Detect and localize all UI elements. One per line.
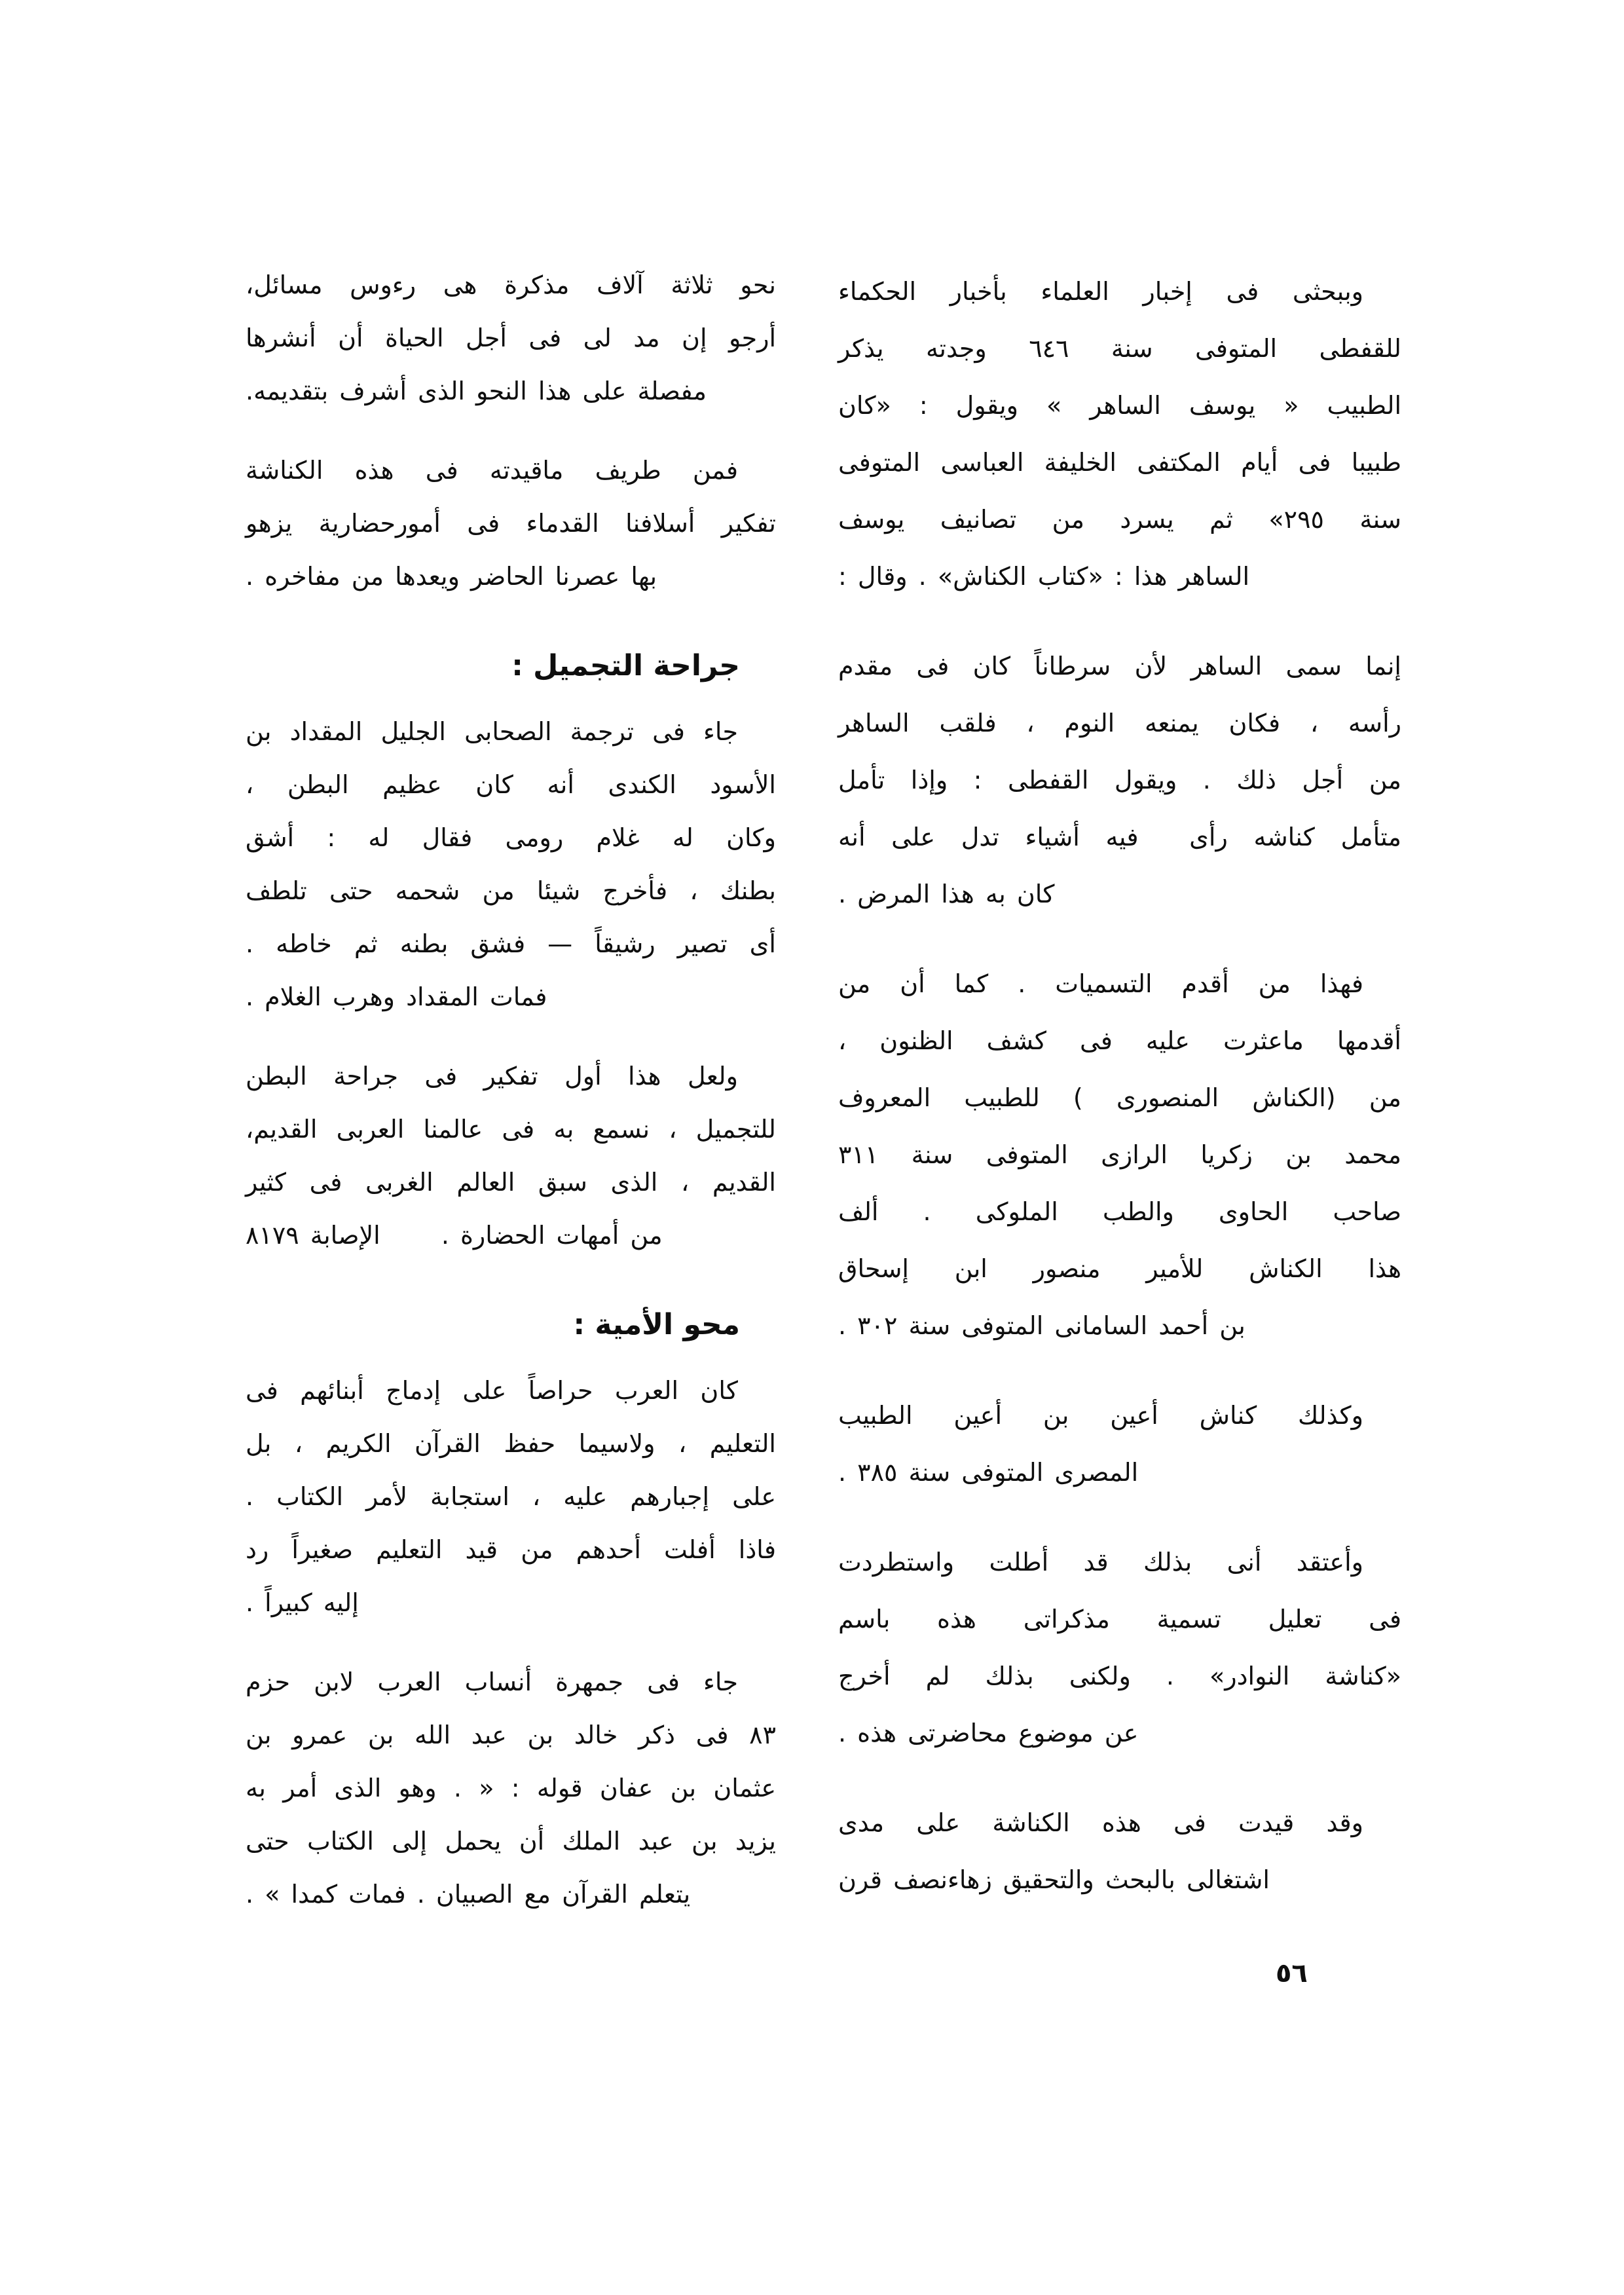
text-line: أى تصير رشيقاً — فشق بطنه ثم خاطه . — [246, 929, 776, 958]
text-line: اشتغالى بالبحث والتحقيق زهاءنصف قرن — [838, 1865, 1270, 1894]
text-line: بن أحمد السامانى المتوفى سنة ٣٠٢ . — [838, 1311, 1246, 1340]
text-line: أقدمها ماعثرت عليه فى كشف الظنون ، — [838, 1026, 1401, 1055]
text-line: ٨٣ فى ذكر خالد بن عبد الله بن عمرو بن — [246, 1721, 776, 1749]
text-line: إنما سمى الساهر لأن سرطاناً كان فى مقدم — [838, 652, 1401, 681]
text-line: من أجل ذلك . ويقول القفطى : وإذا تأمل — [838, 766, 1401, 794]
text-line: كان به هذا المرض . — [838, 880, 1055, 908]
section-heading-cosmetic-surgery: جراحة التجميل : — [511, 649, 740, 682]
text-line: أرجو إن مد لى فى أجل الحياة أن أنشرها — [246, 324, 776, 352]
text-line: القديم ، الذى سبق العالم الغربى فى كثير — [246, 1168, 776, 1197]
text-line: كان العرب حراصاً على إدماج أبنائهم فى — [246, 1376, 738, 1405]
paragraph — [838, 638, 1401, 923]
text-line: الساهر هذا : «كتاب الكناش» . وقال : — [838, 562, 1250, 591]
text-line: من (الكناش المنصورى ) للطبيب المعروف — [838, 1083, 1401, 1112]
text-line: نحو ثلاثة آلاف مذكرة هى رءوس مسائل، — [246, 271, 776, 299]
text-line: محمد بن زكريا الرازى المتوفى سنة ٣١١ — [838, 1140, 1401, 1169]
text-line: للقفطى المتوفى سنة ٦٤٦ وجدته يذكر — [838, 334, 1401, 363]
text-line: وببحثى فى إخبار العلماء بأخبار الحكماء — [838, 277, 1363, 306]
text-line: ولعل هذا أول تفكير فى جراحة البطن — [246, 1062, 738, 1091]
text-line: جاء فى ترجمة الصحابى الجليل المقداد بن — [246, 717, 738, 746]
text-line: فاذا أفلت أحدهم من قيد التعليم صغيراً رد — [246, 1535, 776, 1564]
text-line: بها عصرنا الحاضر ويعدها من مفاخره . — [246, 562, 657, 591]
text-line: الطبيب « يوسف الساهر » ويقول : «كان — [838, 391, 1401, 420]
text-line: جاء فى جمهرة أنساب العرب لابن حزم — [246, 1668, 738, 1696]
text-line: الأسود الكندى أنه كان عظيم البطن ، — [246, 770, 776, 799]
text-line: من أمهات الحضارة . الإصابة ٨١٧٩ — [246, 1221, 663, 1250]
text-line: متأمل كناشه رأى فيه أشياء تدل على أنه — [838, 823, 1401, 851]
text-line: «كناشة النوادر» . ولكنى بذلك لم أخرج — [838, 1662, 1401, 1690]
text-line: رأسه ، فكان يمنعه النوم ، فلقب الساهر — [838, 709, 1401, 737]
paragraph — [246, 444, 776, 603]
text-line: وقد قيدت فى هذه الكناشة على مدى — [838, 1808, 1363, 1837]
text-line: وكذلك كناش أعين بن أعين الطبيب — [838, 1401, 1363, 1430]
text-line: طبيبا فى أيام المكتفى الخليفة العباسى المتوفى — [838, 448, 1401, 477]
paragraph — [246, 1364, 776, 1630]
text-line: وكان له غلام رومى فقال له : أشق — [246, 823, 776, 852]
text-line: فمن طريف ماقيدته فى هذه الكناشة — [246, 456, 738, 485]
text-line: فمات المقداد وهرب الغلام . — [246, 982, 547, 1011]
text-line: بطنك ، فأخرج شيئا من شحمه حتى تلطف — [246, 876, 776, 905]
paragraph — [246, 259, 776, 418]
text-line: يزيد بن عبد الملك أن يحمل إلى الكتاب حتى — [246, 1827, 776, 1856]
text-line: وأعتقد أنى بذلك قد أطلت واستطردت — [838, 1548, 1363, 1577]
section-heading-literacy: محو الأمية : — [573, 1308, 740, 1341]
text-line: سنة ٢٩٥» ثم يسرد من تصانيف يوسف — [838, 505, 1401, 534]
text-line: فى تعليل تسمية مذكراتى هذه باسم — [838, 1605, 1401, 1633]
text-line: إليه كبيراً . — [246, 1588, 359, 1617]
text-line: تفكير أسلافنا القدماء فى أمورحضارية يزهو — [246, 509, 776, 538]
text-line: على إجبارهم عليه ، استجابة لأمر الكتاب . — [246, 1482, 776, 1511]
paragraph — [838, 1387, 1401, 1501]
text-line: التعليم ، ولاسيما حفظ القرآن الكريم ، بل — [246, 1429, 776, 1458]
paragraph — [246, 1656, 776, 1921]
text-line: عثمان بن عفان قوله : « . وهو الذى أمر به — [246, 1774, 776, 1802]
text-line: عن موضوع محاضرتى هذه . — [838, 1719, 1139, 1747]
paragraph — [246, 705, 776, 1024]
paragraph — [838, 1534, 1401, 1762]
paragraph — [838, 956, 1401, 1354]
paragraph — [838, 1795, 1401, 1909]
text-line: صاحب الحاوى والطب الملوكى . ألف — [838, 1197, 1401, 1226]
text-line: هذا الكناش للأمير منصور ابن إسحاق — [838, 1254, 1401, 1283]
column-primary-right — [838, 263, 1401, 1909]
page-number: ٥٦ — [1276, 1958, 1308, 1988]
text-line: مفصلة على هذا النحو الذى أشرف بتقديمه. — [246, 377, 707, 405]
paragraph — [246, 1050, 776, 1262]
paragraph — [838, 263, 1401, 605]
text-line: المصرى المتوفى سنة ٣٨٥ . — [838, 1458, 1139, 1487]
column-secondary-left — [246, 259, 776, 1921]
text-line: يتعلم القرآن مع الصبيان . فمات كمدا » . — [246, 1880, 691, 1909]
text-line: فهذا من أقدم التسميات . كما أن من — [838, 969, 1363, 998]
text-line: للتجميل ، نسمع به فى عالمنا العربى القديم، — [246, 1115, 776, 1144]
